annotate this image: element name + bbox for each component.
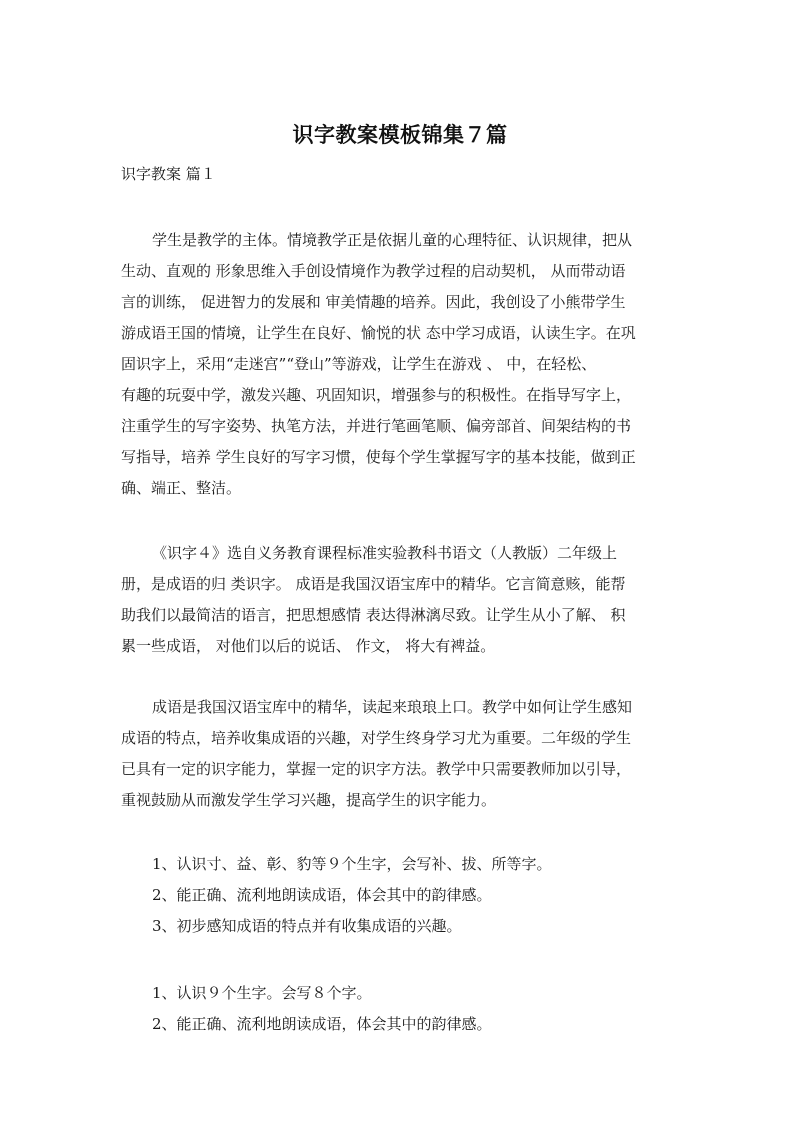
paragraph-line: 游成语王国的情境，让学生在良好、愉悦的状 态中学习成语，认读生字。在巩 (121, 324, 636, 342)
list-item: 1、认识寸、益、彰、豹等９个生字，会写补、拔、所等字。 (152, 855, 552, 873)
paragraph-line: 确、端正、整洁。 (121, 479, 242, 497)
paragraph-line: 注重学生的写字姿势、执笔方法，并进行笔画笔顺、偏旁部首、间架结构的书 (121, 417, 632, 435)
paragraph-line: 有趣的玩耍中学，激发兴趣、巩固知识，增强参与的积极性。在指导写字上， (121, 386, 632, 404)
goals-list-1 (152, 849, 552, 942)
paragraph-1 (121, 225, 681, 504)
paragraph-line: 已具有一定的识字能力，掌握一定的识字方法。教学中只需要教师加以引导， (121, 760, 632, 778)
paragraph-2 (121, 538, 681, 662)
section-label: 识字教案 篇１ (121, 165, 216, 183)
paragraph-line: 言的训练， 促进智力的发展和 审美情趣的培养。因此，我创设了小熊带学生 (121, 293, 626, 311)
list-item: 3、初步感知成语的特点并有收集成语的兴趣。 (152, 917, 462, 935)
paragraph-line: 《识字４》选自义务教育课程标准实验教科书语文（人教版）二年级上 (152, 544, 618, 562)
paragraph-line: 固识字上，采用“走迷宫”“登山”等游戏，让学生在游戏 、 中，在轻松、 (121, 355, 597, 373)
paragraph-line: 生动、直观的 形象思维入手创设情境作为教学过程的启动契机， 从而带动语 (121, 262, 626, 280)
paragraph-line: 写指导，培养 学生良好的写字习惯，使每个学生掌握写字的基本技能，做到正 (121, 448, 636, 466)
list-item: 1、认识９个生字。会写８个字。 (152, 984, 372, 1002)
paragraph-line: 累一些成语， 对他们以后的说话、 作文， 将大有裨益。 (121, 637, 496, 655)
list-item: 2、能正确、流利地朗读成语，体会其中的韵律感。 (152, 886, 492, 904)
paragraph-line: 助我们以最简洁的语言，把思想感情 表达得淋漓尽致。让学生从小了解、 积 (121, 606, 626, 624)
paragraph-line: 重视鼓励从而激发学生学习兴趣，提高学生的识字能力。 (121, 791, 497, 809)
document-title: 识字教案模板锦集７篇 (292, 123, 508, 147)
goals-list-2 (152, 978, 492, 1040)
list-item: 2、能正确、流利地朗读成语，体会其中的韵律感。 (152, 1015, 492, 1033)
paragraph-line: 学生是教学的主体。情境教学正是依据儿童的心理特征、认识规律，把从 (152, 231, 633, 249)
paragraph-line: 册，是成语的归 类识字。 成语是我国汉语宝库中的精华。它言简意赅，能帮 (121, 575, 626, 593)
paragraph-3 (121, 692, 681, 816)
paragraph-line: 成语是我国汉语宝库中的精华，读起来琅琅上口。教学中如何让学生感知 (152, 698, 633, 716)
paragraph-line: 成语的特点，培养收集成语的兴趣，对学生终身学习尤为重要。二年级的学生 (121, 729, 632, 747)
